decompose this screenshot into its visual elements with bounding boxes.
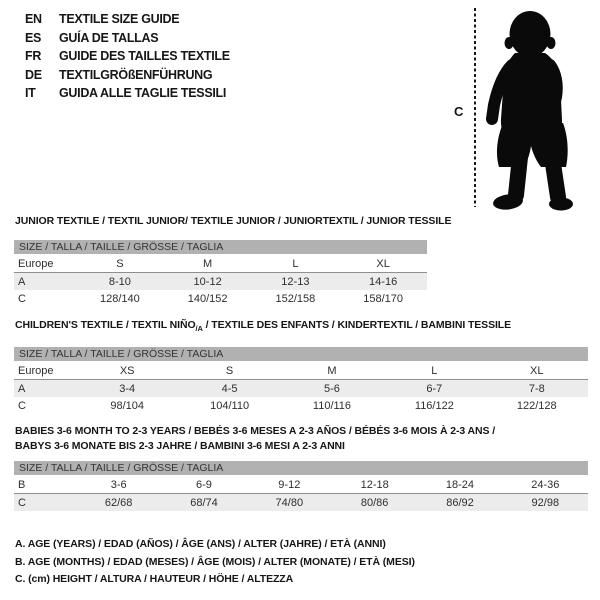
table-cell: XL	[339, 255, 427, 273]
table-cell: 3-6	[76, 476, 161, 494]
language-code: ES	[25, 30, 42, 45]
children-textile-section	[14, 318, 588, 414]
table-cell: 92/98	[531, 496, 560, 509]
table-cell: 14-16	[369, 275, 398, 288]
junior-textile-section	[14, 214, 452, 307]
table-cell: 18-24	[417, 476, 502, 494]
table-cell: XL	[486, 362, 588, 380]
table-cell: XS	[76, 362, 178, 380]
table-row	[14, 362, 588, 380]
table-cell: L	[252, 255, 340, 273]
table-cell: 68/74	[190, 496, 218, 509]
size-header-band: SIZE / TALLA / TAILLE / GRÖSSE / TAGLIA	[14, 347, 588, 361]
table-cell: 10-12	[193, 275, 222, 288]
table-cell: 116/122	[414, 399, 454, 412]
language-code: FR	[25, 49, 42, 64]
title-text: CHILDREN'S TEXTILE / TEXTIL NIÑO	[15, 319, 196, 331]
footnote-b: B. AGE (MONTHS) / EDAD (MESES) / ÂGE (MOIS) / ALTER (MONATE) / ETÀ (MESI)	[15, 555, 415, 568]
table-cell: 86/92	[446, 496, 474, 509]
height-figure	[440, 0, 600, 215]
language-label: TEXTILGRÖßENFÜHRUNG	[59, 67, 213, 82]
children-table-title	[15, 318, 588, 336]
row-label: Europe	[14, 255, 76, 273]
language-code: IT	[25, 86, 36, 101]
size-header-band: SIZE / TALLA / TAILLE / GRÖSSE / TAGLIA	[14, 461, 588, 475]
table-row	[14, 397, 588, 414]
table-row	[14, 273, 427, 291]
language-row-de	[25, 66, 230, 85]
language-label: TEXTILE SIZE GUIDE	[59, 12, 180, 27]
language-label: GUIDE DES TAILLES TEXTILE	[59, 49, 230, 64]
height-marker-label: C	[454, 104, 464, 119]
language-label: GUIDA ALLE TAGLIE TESSILI	[59, 86, 227, 101]
table-cell: M	[164, 255, 252, 273]
table-row	[14, 255, 427, 273]
language-legend	[25, 10, 230, 103]
table-cell: 6-7	[426, 382, 443, 395]
title-text: / TEXTILE DES ENFANTS / KINDERTEXTIL / BAMBINI TESSILE	[202, 319, 512, 331]
row-label: Europe	[14, 362, 76, 380]
row-label: B	[14, 476, 76, 494]
babies-title-line-1: BABIES 3-6 MONTH TO 2-3 YEARS / BEBÉS 3-6 MESES A 2-3 AÑOS / BÉBÉS 3-6 MOIS À 2-3 ANS /	[15, 425, 496, 437]
row-label: C	[18, 292, 26, 305]
language-code: EN	[25, 12, 42, 27]
table-cell: 7-8	[528, 382, 545, 395]
table-cell: 104/110	[210, 399, 250, 412]
table-cell: 62/68	[104, 496, 133, 509]
table-cell: M	[281, 362, 383, 380]
language-row-fr	[25, 47, 230, 66]
language-row-es	[25, 29, 230, 48]
table-row	[14, 494, 588, 512]
size-header-band: SIZE / TALLA / TAILLE / GRÖSSE / TAGLIA	[14, 240, 427, 254]
table-cell: 140/152	[187, 292, 228, 305]
table-cell: 6-9	[161, 476, 246, 494]
language-label: GUÍA DE TALLAS	[59, 30, 159, 45]
babies-textile-section	[14, 424, 588, 511]
table-cell: 24-36	[503, 476, 588, 494]
language-code: DE	[25, 67, 42, 82]
table-cell: 9-12	[247, 476, 332, 494]
row-label: A	[18, 275, 26, 288]
table-cell: L	[383, 362, 485, 380]
junior-table-title: JUNIOR TEXTILE / TEXTIL JUNIOR/ TEXTILE JUNIOR / JUNIORTEXTIL / JUNIOR TESSILE	[15, 215, 452, 227]
table-cell: 80/86	[360, 496, 389, 509]
table-row	[14, 380, 588, 398]
table-row	[14, 476, 588, 494]
row-label: C	[18, 399, 26, 412]
table-cell: 4-5	[221, 382, 238, 395]
table-cell: 128/140	[99, 292, 140, 305]
table-cell: S	[76, 255, 164, 273]
table-cell: 12-18	[332, 476, 417, 494]
footnote-a: A. AGE (YEARS) / EDAD (AÑOS) / ÂGE (ANS) / ALTER (JAHRE) / ETÀ (ANNI)	[15, 538, 386, 550]
language-row-en	[25, 10, 230, 29]
children-size-table	[14, 362, 588, 414]
table-cell: 158/170	[363, 292, 403, 305]
language-row-it	[25, 84, 230, 103]
table-row	[14, 290, 427, 307]
table-cell: 110/116	[312, 399, 352, 412]
table-cell: 8-10	[108, 275, 131, 288]
title-subscript: /A	[195, 324, 203, 334]
babies-table-title	[15, 424, 588, 454]
table-cell: 3-4	[119, 382, 136, 395]
row-label: A	[18, 382, 26, 395]
row-label: C	[18, 496, 26, 509]
table-cell: 5-6	[324, 382, 340, 395]
table-cell: 98/104	[110, 399, 145, 412]
babies-title-line-2: BABYS 3-6 MONATE BIS 2-3 JAHRE / BAMBINI 3-6 MESI A 2-3 ANNI	[15, 440, 345, 452]
junior-size-table	[14, 255, 427, 307]
height-dashed-line	[474, 8, 476, 207]
table-cell: 122/128	[516, 399, 557, 412]
table-cell: 12-13	[281, 275, 310, 288]
table-cell: 74/80	[275, 496, 304, 509]
footnotes	[15, 536, 415, 589]
toddler-silhouette-image	[482, 5, 597, 211]
footnote-c: C. (cm) HEIGHT / ALTURA / HAUTEUR / HÖHE / ALTEZZA	[15, 573, 294, 585]
table-cell: 152/158	[275, 292, 316, 305]
table-cell: S	[178, 362, 280, 380]
babies-size-table	[14, 476, 588, 511]
